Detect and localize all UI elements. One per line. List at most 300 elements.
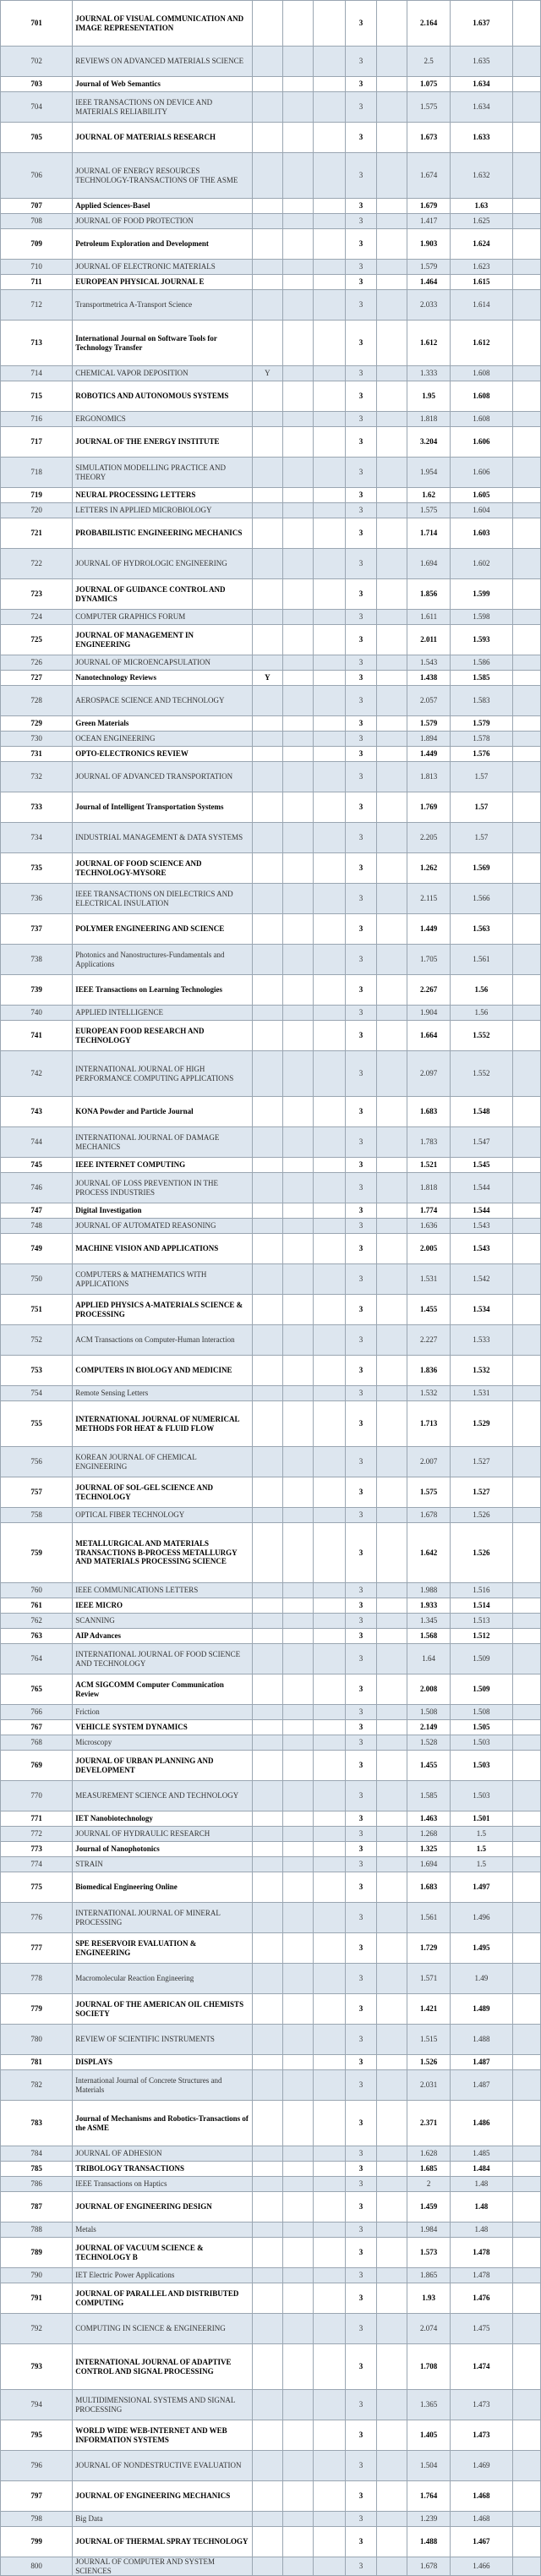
empty-cell xyxy=(282,366,313,381)
journal-name-cell: INTERNATIONAL JOURNAL OF NUMERICAL METHODS FOR HEAT & FLUID FLOW xyxy=(73,1401,253,1447)
rank-cell: 776 xyxy=(1,1903,73,1933)
open-access-cell xyxy=(252,2162,282,2177)
quartile-cell: 3 xyxy=(345,655,377,671)
score-cell: 1.606 xyxy=(450,427,512,458)
empty-cell xyxy=(314,321,346,366)
journal-name-cell: IET Nanobiotechnology xyxy=(73,1811,253,1827)
empty-cell xyxy=(377,1203,407,1219)
empty-cell xyxy=(512,1720,540,1735)
rank-cell: 735 xyxy=(1,853,73,884)
empty-cell xyxy=(282,1735,313,1751)
journal-name-cell: TRIBOLOGY TRANSACTIONS xyxy=(73,2162,253,2177)
empty-cell xyxy=(314,199,346,214)
empty-cell xyxy=(314,1386,346,1401)
quartile-cell: 3 xyxy=(345,2192,377,2222)
empty-cell xyxy=(314,686,346,716)
quartile-cell: 3 xyxy=(345,1994,377,2025)
empty-cell xyxy=(377,1674,407,1705)
empty-cell xyxy=(314,1583,346,1598)
empty-cell xyxy=(377,2283,407,2314)
rank-cell: 703 xyxy=(1,77,73,92)
empty-cell xyxy=(377,671,407,686)
quartile-cell: 3 xyxy=(345,2162,377,2177)
empty-cell xyxy=(512,412,540,427)
empty-cell xyxy=(512,1735,540,1751)
rank-cell: 744 xyxy=(1,1127,73,1158)
table-row xyxy=(1,153,541,199)
score-cell: 1.563 xyxy=(450,914,512,945)
empty-cell xyxy=(282,1857,313,1872)
rank-cell: 732 xyxy=(1,762,73,792)
impact-factor-cell: 1.526 xyxy=(407,2055,451,2070)
empty-cell xyxy=(282,290,313,321)
journal-name-cell: IEEE TRANSACTIONS ON DIELECTRICS AND ELECTRICAL INSULATION xyxy=(73,884,253,914)
empty-cell xyxy=(282,1006,313,1021)
empty-cell xyxy=(282,686,313,716)
empty-cell xyxy=(314,1158,346,1173)
impact-factor-cell: 1.333 xyxy=(407,366,451,381)
table-row xyxy=(1,1325,541,1356)
rank-cell: 798 xyxy=(1,2512,73,2527)
empty-cell xyxy=(314,1219,346,1234)
rank-cell: 757 xyxy=(1,1477,73,1508)
empty-cell xyxy=(314,2222,346,2238)
quartile-cell: 3 xyxy=(345,762,377,792)
open-access-cell xyxy=(252,610,282,625)
empty-cell xyxy=(377,47,407,77)
empty-cell xyxy=(282,655,313,671)
empty-cell xyxy=(377,1477,407,1508)
score-cell: 1.513 xyxy=(450,1614,512,1629)
score-cell: 1.602 xyxy=(450,549,512,579)
empty-cell xyxy=(377,381,407,412)
rank-cell: 714 xyxy=(1,366,73,381)
empty-cell xyxy=(314,2146,346,2162)
open-access-cell xyxy=(252,2146,282,2162)
journal-name-cell: METALLURGICAL AND MATERIALS TRANSACTIONS B-PROCESS METALLURGY AND MATERIALS PROCESSING SCIENCE xyxy=(73,1523,253,1583)
empty-cell xyxy=(512,1021,540,1051)
journal-ranking-body xyxy=(1,1,541,2576)
impact-factor-cell: 1.417 xyxy=(407,214,451,229)
score-cell: 1.623 xyxy=(450,260,512,275)
empty-cell xyxy=(512,792,540,823)
open-access-cell xyxy=(252,1720,282,1735)
rank-cell: 761 xyxy=(1,1598,73,1614)
score-cell: 1.608 xyxy=(450,412,512,427)
impact-factor-cell: 1.508 xyxy=(407,1705,451,1720)
open-access-cell xyxy=(252,1401,282,1447)
journal-name-cell: MULTIDIMENSIONAL SYSTEMS AND SIGNAL PROCESSING xyxy=(73,2390,253,2420)
open-access-cell xyxy=(252,686,282,716)
quartile-cell: 3 xyxy=(345,610,377,625)
table-row xyxy=(1,2420,541,2451)
open-access-cell xyxy=(252,2451,282,2481)
quartile-cell: 3 xyxy=(345,732,377,747)
table-row xyxy=(1,2512,541,2527)
journal-name-cell: JOURNAL OF SOL-GEL SCIENCE AND TECHNOLOGY xyxy=(73,1477,253,1508)
empty-cell xyxy=(282,47,313,77)
empty-cell xyxy=(512,1842,540,1857)
impact-factor-cell: 1.575 xyxy=(407,1477,451,1508)
empty-cell xyxy=(282,2177,313,2192)
empty-cell xyxy=(314,1173,346,1203)
open-access-cell xyxy=(252,1735,282,1751)
open-access-cell xyxy=(252,518,282,549)
impact-factor-cell: 1.774 xyxy=(407,1203,451,1219)
empty-cell xyxy=(377,1219,407,1234)
empty-cell xyxy=(512,2268,540,2283)
empty-cell xyxy=(512,1827,540,1842)
empty-cell xyxy=(314,1477,346,1508)
empty-cell xyxy=(377,610,407,625)
rank-cell: 734 xyxy=(1,823,73,853)
empty-cell xyxy=(512,1325,540,1356)
empty-cell xyxy=(377,260,407,275)
impact-factor-cell: 1.585 xyxy=(407,1781,451,1811)
empty-cell xyxy=(314,2268,346,2283)
table-row xyxy=(1,77,541,92)
score-cell: 1.466 xyxy=(450,2557,512,2576)
table-row xyxy=(1,1735,541,1751)
table-row xyxy=(1,1477,541,1508)
score-cell: 1.625 xyxy=(450,214,512,229)
open-access-cell xyxy=(252,2025,282,2055)
empty-cell xyxy=(314,1751,346,1781)
empty-cell xyxy=(377,655,407,671)
journal-name-cell: INTERNATIONAL JOURNAL OF HIGH PERFORMANCE COMPUTING APPLICATIONS xyxy=(73,1051,253,1097)
quartile-cell: 3 xyxy=(345,2451,377,2481)
score-cell: 1.544 xyxy=(450,1173,512,1203)
quartile-cell: 3 xyxy=(345,2557,377,2576)
table-row xyxy=(1,2070,541,2101)
empty-cell xyxy=(282,1097,313,1127)
quartile-cell: 3 xyxy=(345,1127,377,1158)
rank-cell: 752 xyxy=(1,1325,73,1356)
empty-cell xyxy=(512,2451,540,2481)
rank-cell: 793 xyxy=(1,2344,73,2390)
empty-cell xyxy=(282,260,313,275)
table-row xyxy=(1,1508,541,1523)
empty-cell xyxy=(314,1401,346,1447)
open-access-cell xyxy=(252,1827,282,1842)
empty-cell xyxy=(512,290,540,321)
quartile-cell: 3 xyxy=(345,229,377,260)
rank-cell: 719 xyxy=(1,488,73,503)
open-access-cell xyxy=(252,214,282,229)
empty-cell xyxy=(377,1006,407,1021)
rank-cell: 722 xyxy=(1,549,73,579)
empty-cell xyxy=(377,1,407,47)
empty-cell xyxy=(377,2055,407,2070)
rank-cell: 720 xyxy=(1,503,73,518)
score-cell: 1.512 xyxy=(450,1629,512,1644)
empty-cell xyxy=(377,214,407,229)
journal-name-cell: SCANNING xyxy=(73,1614,253,1629)
empty-cell xyxy=(314,1,346,47)
empty-cell xyxy=(282,1325,313,1356)
table-row xyxy=(1,1234,541,1264)
table-row xyxy=(1,1203,541,1219)
impact-factor-cell: 1.903 xyxy=(407,229,451,260)
empty-cell xyxy=(314,2055,346,2070)
score-cell: 1.505 xyxy=(450,1720,512,1735)
empty-cell xyxy=(282,503,313,518)
score-cell: 1.576 xyxy=(450,747,512,762)
empty-cell xyxy=(377,2451,407,2481)
open-access-cell xyxy=(252,2283,282,2314)
table-row xyxy=(1,1705,541,1720)
empty-cell xyxy=(282,1751,313,1781)
impact-factor-cell: 1.438 xyxy=(407,671,451,686)
quartile-cell: 3 xyxy=(345,1401,377,1447)
empty-cell xyxy=(377,518,407,549)
open-access-cell xyxy=(252,1295,282,1325)
empty-cell xyxy=(314,290,346,321)
empty-cell xyxy=(512,2070,540,2101)
rank-cell: 781 xyxy=(1,2055,73,2070)
empty-cell xyxy=(282,732,313,747)
journal-name-cell: AIP Advances xyxy=(73,1629,253,1644)
empty-cell xyxy=(282,2268,313,2283)
empty-cell xyxy=(314,1720,346,1735)
journal-name-cell: International Journal of Concrete Structures and Materials xyxy=(73,2070,253,2101)
impact-factor-cell: 1.683 xyxy=(407,1872,451,1903)
quartile-cell: 3 xyxy=(345,1021,377,1051)
empty-cell xyxy=(512,1903,540,1933)
score-cell: 1.543 xyxy=(450,1219,512,1234)
rank-cell: 712 xyxy=(1,290,73,321)
open-access-cell xyxy=(252,1,282,47)
table-row xyxy=(1,92,541,123)
empty-cell xyxy=(377,1751,407,1781)
quartile-cell: 3 xyxy=(345,1735,377,1751)
empty-cell xyxy=(314,975,346,1006)
empty-cell xyxy=(314,671,346,686)
impact-factor-cell: 1.449 xyxy=(407,747,451,762)
quartile-cell: 3 xyxy=(345,884,377,914)
impact-factor-cell: 1.818 xyxy=(407,1173,451,1203)
empty-cell xyxy=(512,1523,540,1583)
quartile-cell: 3 xyxy=(345,1234,377,1264)
impact-factor-cell: 1.62 xyxy=(407,488,451,503)
empty-cell xyxy=(377,2527,407,2557)
empty-cell xyxy=(377,1720,407,1735)
empty-cell xyxy=(314,610,346,625)
open-access-cell xyxy=(252,321,282,366)
open-access-cell xyxy=(252,1447,282,1477)
empty-cell xyxy=(282,2451,313,2481)
open-access-cell xyxy=(252,260,282,275)
quartile-cell: 3 xyxy=(345,716,377,732)
open-access-cell xyxy=(252,716,282,732)
quartile-cell: 3 xyxy=(345,1203,377,1219)
open-access-cell xyxy=(252,625,282,655)
open-access-cell xyxy=(252,655,282,671)
impact-factor-cell: 2 xyxy=(407,2177,451,2192)
journal-name-cell: MACHINE VISION AND APPLICATIONS xyxy=(73,1234,253,1264)
journal-name-cell: JOURNAL OF GUIDANCE CONTROL AND DYNAMICS xyxy=(73,579,253,610)
rank-cell: 740 xyxy=(1,1006,73,1021)
impact-factor-cell: 1.836 xyxy=(407,1356,451,1386)
quartile-cell: 3 xyxy=(345,686,377,716)
impact-factor-cell: 2.031 xyxy=(407,2070,451,2101)
rank-cell: 754 xyxy=(1,1386,73,1401)
score-cell: 1.5 xyxy=(450,1842,512,1857)
score-cell: 1.532 xyxy=(450,1356,512,1386)
empty-cell xyxy=(282,488,313,503)
quartile-cell: 3 xyxy=(345,1,377,47)
table-row xyxy=(1,1811,541,1827)
empty-cell xyxy=(512,2222,540,2238)
empty-cell xyxy=(282,1234,313,1264)
impact-factor-cell: 1.575 xyxy=(407,503,451,518)
empty-cell xyxy=(377,321,407,366)
empty-cell xyxy=(282,1674,313,1705)
impact-factor-cell: 1.612 xyxy=(407,321,451,366)
empty-cell xyxy=(377,2177,407,2192)
empty-cell xyxy=(282,1994,313,2025)
empty-cell xyxy=(282,2283,313,2314)
rank-cell: 716 xyxy=(1,412,73,427)
empty-cell xyxy=(377,1523,407,1583)
table-row xyxy=(1,1827,541,1842)
open-access-cell xyxy=(252,1219,282,1234)
empty-cell xyxy=(282,1203,313,1219)
impact-factor-cell: 1.636 xyxy=(407,1219,451,1234)
empty-cell xyxy=(282,610,313,625)
empty-cell xyxy=(377,2420,407,2451)
empty-cell xyxy=(512,1857,540,1872)
empty-cell xyxy=(512,2238,540,2268)
impact-factor-cell: 1.561 xyxy=(407,1903,451,1933)
rank-cell: 769 xyxy=(1,1751,73,1781)
open-access-cell xyxy=(252,77,282,92)
journal-name-cell: JOURNAL OF ENGINEERING MECHANICS xyxy=(73,2481,253,2512)
empty-cell xyxy=(512,1933,540,1964)
table-row xyxy=(1,1,541,47)
quartile-cell: 3 xyxy=(345,260,377,275)
empty-cell xyxy=(314,2070,346,2101)
open-access-cell xyxy=(252,549,282,579)
rank-cell: 704 xyxy=(1,92,73,123)
table-row xyxy=(1,1994,541,2025)
empty-cell xyxy=(282,2420,313,2451)
quartile-cell: 3 xyxy=(345,123,377,153)
empty-cell xyxy=(282,518,313,549)
journal-name-cell: EUROPEAN PHYSICAL JOURNAL E xyxy=(73,275,253,290)
quartile-cell: 3 xyxy=(345,2344,377,2390)
empty-cell xyxy=(314,92,346,123)
empty-cell xyxy=(377,1644,407,1674)
score-cell: 1.545 xyxy=(450,1158,512,1173)
empty-cell xyxy=(282,747,313,762)
table-row xyxy=(1,1356,541,1386)
table-row xyxy=(1,1127,541,1158)
journal-name-cell: Big Data xyxy=(73,2512,253,2527)
journal-name-cell: SIMULATION MODELLING PRACTICE AND THEORY xyxy=(73,458,253,488)
empty-cell xyxy=(314,2283,346,2314)
rank-cell: 783 xyxy=(1,2101,73,2146)
empty-cell xyxy=(377,1598,407,1614)
impact-factor-cell: 1.579 xyxy=(407,716,451,732)
empty-cell xyxy=(512,518,540,549)
empty-cell xyxy=(314,47,346,77)
rank-cell: 739 xyxy=(1,975,73,1006)
empty-cell xyxy=(377,1705,407,1720)
empty-cell xyxy=(314,412,346,427)
journal-name-cell: JOURNAL OF FOOD SCIENCE AND TECHNOLOGY-MYSORE xyxy=(73,853,253,884)
journal-name-cell: Microscopy xyxy=(73,1735,253,1751)
journal-name-cell: OPTICAL FIBER TECHNOLOGY xyxy=(73,1508,253,1523)
table-row xyxy=(1,229,541,260)
open-access-cell: Y xyxy=(252,671,282,686)
rank-cell: 787 xyxy=(1,2192,73,2222)
open-access-cell xyxy=(252,1872,282,1903)
empty-cell xyxy=(377,1097,407,1127)
rank-cell: 708 xyxy=(1,214,73,229)
empty-cell xyxy=(314,458,346,488)
empty-cell xyxy=(512,914,540,945)
open-access-cell xyxy=(252,2390,282,2420)
journal-name-cell: COMPUTING IN SCIENCE & ENGINEERING xyxy=(73,2314,253,2344)
score-cell: 1.579 xyxy=(450,716,512,732)
quartile-cell: 3 xyxy=(345,2268,377,2283)
empty-cell xyxy=(314,2177,346,2192)
empty-cell xyxy=(314,2314,346,2344)
quartile-cell: 3 xyxy=(345,945,377,975)
empty-cell xyxy=(282,1827,313,1842)
impact-factor-cell: 2.149 xyxy=(407,1720,451,1735)
empty-cell xyxy=(377,503,407,518)
empty-cell xyxy=(377,2481,407,2512)
impact-factor-cell: 1.764 xyxy=(407,2481,451,2512)
impact-factor-cell: 1.904 xyxy=(407,1006,451,1021)
impact-factor-cell: 1.345 xyxy=(407,1614,451,1629)
open-access-cell xyxy=(252,1857,282,1872)
empty-cell xyxy=(314,2420,346,2451)
journal-name-cell: REVIEW OF SCIENTIFIC INSTRUMENTS xyxy=(73,2025,253,2055)
quartile-cell: 3 xyxy=(345,853,377,884)
empty-cell xyxy=(377,747,407,762)
journal-name-cell: Journal of Web Semantics xyxy=(73,77,253,92)
impact-factor-cell: 1.685 xyxy=(407,2162,451,2177)
quartile-cell: 3 xyxy=(345,549,377,579)
quartile-cell: 3 xyxy=(345,427,377,458)
empty-cell xyxy=(377,2314,407,2344)
rank-cell: 791 xyxy=(1,2283,73,2314)
empty-cell xyxy=(512,123,540,153)
empty-cell xyxy=(314,1903,346,1933)
empty-cell xyxy=(314,1933,346,1964)
journal-name-cell: JOURNAL OF HYDROLOGIC ENGINEERING xyxy=(73,549,253,579)
empty-cell xyxy=(512,1158,540,1173)
score-cell: 1.583 xyxy=(450,686,512,716)
table-row xyxy=(1,2527,541,2557)
table-row xyxy=(1,686,541,716)
open-access-cell xyxy=(252,92,282,123)
journal-name-cell: JOURNAL OF ENERGY RESOURCES TECHNOLOGY-TRANSACTIONS OF THE ASME xyxy=(73,153,253,199)
rank-cell: 718 xyxy=(1,458,73,488)
score-cell: 1.48 xyxy=(450,2177,512,2192)
empty-cell xyxy=(377,153,407,199)
empty-cell xyxy=(512,579,540,610)
empty-cell xyxy=(512,199,540,214)
empty-cell xyxy=(512,853,540,884)
empty-cell xyxy=(314,1827,346,1842)
empty-cell xyxy=(512,214,540,229)
empty-cell xyxy=(282,1705,313,1720)
table-row xyxy=(1,1021,541,1051)
